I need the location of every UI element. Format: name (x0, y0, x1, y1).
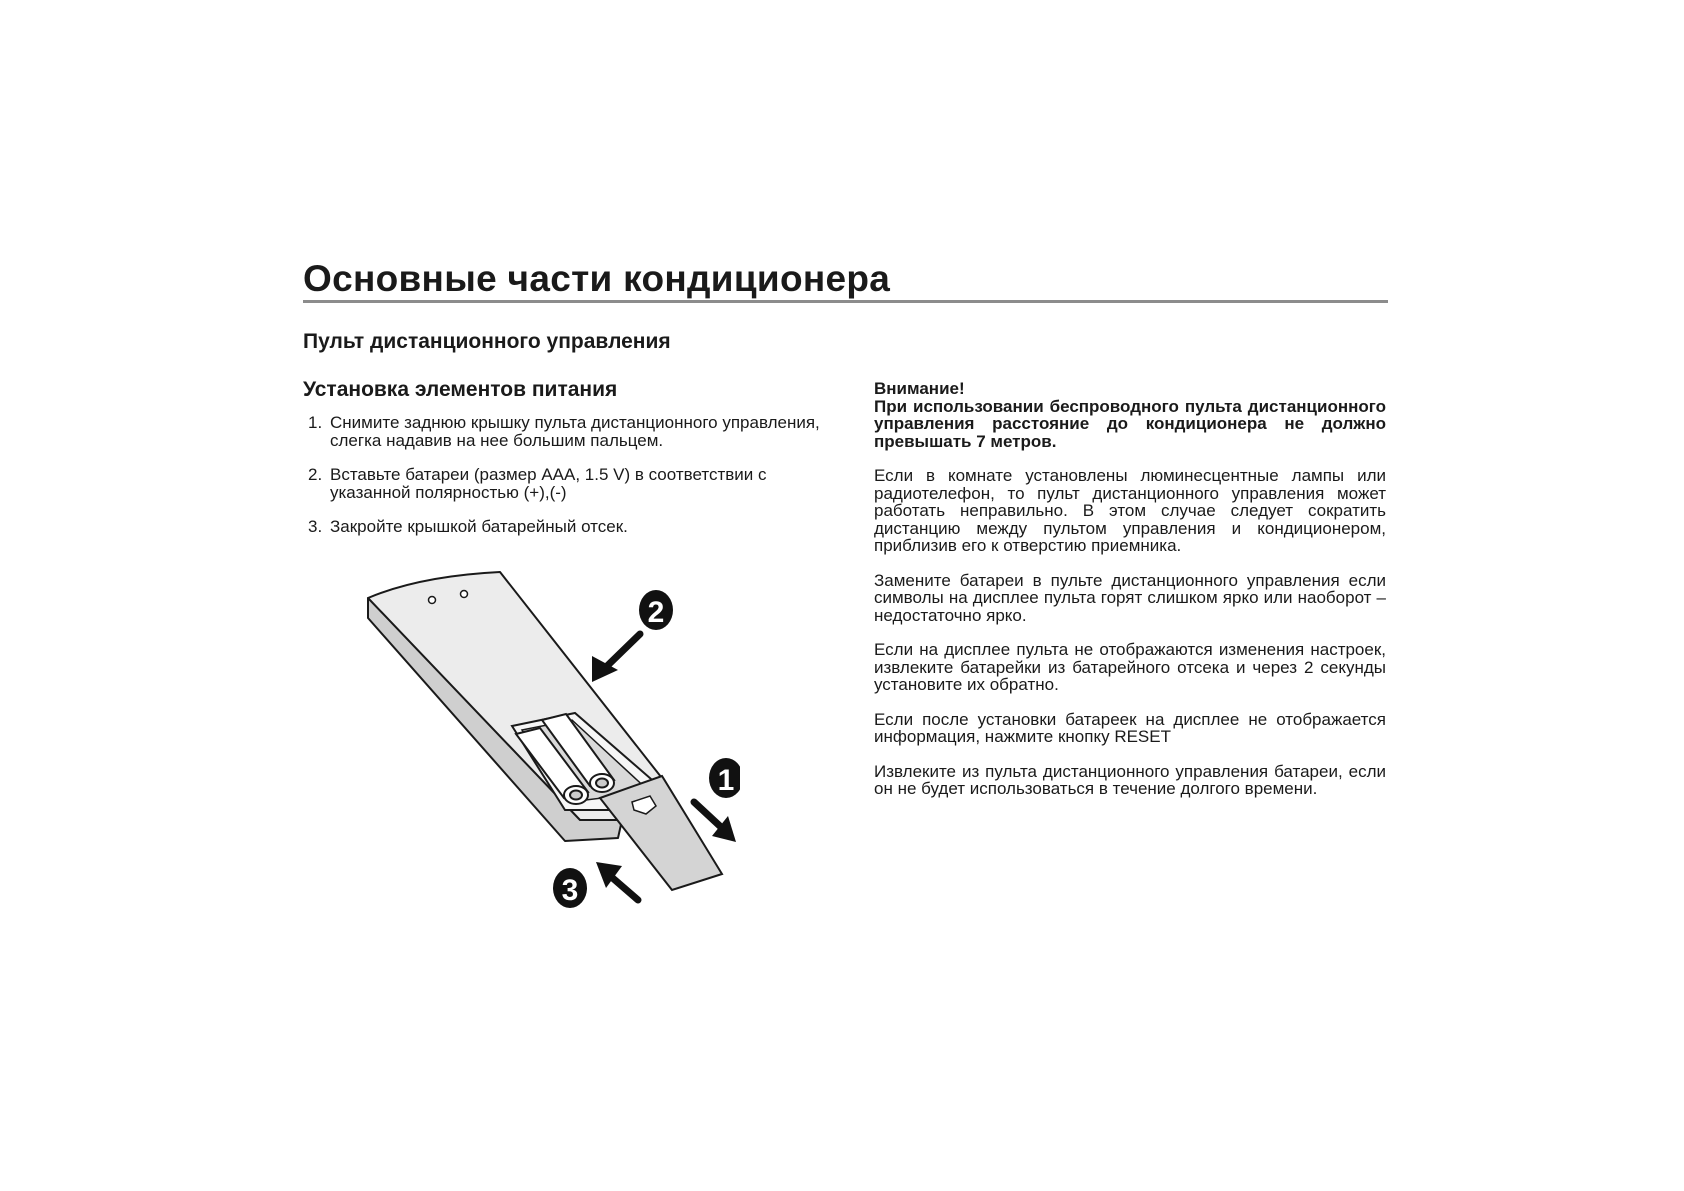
step-number: 2. (308, 465, 323, 484)
note-paragraph: Замените батареи в пульте дистанционного управления если символы на дисплее пульта горят слишком ярко или наоборот – недостаточно ярко. (874, 570, 1386, 625)
battery-steps-list (308, 414, 828, 552)
remote-battery-illustration (360, 570, 740, 930)
step-item (308, 466, 828, 502)
note-paragraph: Извлеките из пульта дистанционного управления батареи, если он не будет использоваться в течение долгого времени. (874, 761, 1386, 798)
step-text: Закройте крышкой батарейный отсек. (330, 517, 628, 536)
callout-badge-1 (709, 758, 740, 798)
section-title: Пульт дистанционного управления (303, 330, 671, 353)
step-text: Вставьте батареи (размер AAA, 1.5 V) в соответствии с указанной полярностью (+),(-) (330, 465, 767, 502)
note-paragraph: Если на дисплее пульта не отображаются изменения настроек, извлеките батарейки из батарейного отсека и через 2 секунды установите их обратно. (874, 640, 1386, 694)
notes-column (874, 380, 1386, 815)
callout-number: 3 (561, 874, 579, 907)
note-paragraph: Если в комнате установлены люминесцентные лампы или радиотелефон, то пульт дистанционного управления может работать неправильно. В этом случае следует сократить дистанцию между пультом управления и кондиционером, приблизив его к отверстию приемника. (874, 466, 1386, 555)
callout-badge-3 (553, 868, 587, 908)
indicator-hole (461, 591, 468, 598)
step-number: 1. (308, 413, 323, 432)
arrow-icon (605, 634, 640, 668)
indicator-hole (429, 597, 436, 604)
step-item (308, 414, 828, 450)
step-number: 3. (308, 517, 323, 536)
callout-number: 1 (717, 764, 735, 797)
callout-badge-2 (639, 590, 673, 630)
arrow-icon (694, 802, 722, 828)
subsection-title: Установка элементов питания (303, 378, 618, 401)
page-title: Основные части кондиционера (303, 258, 891, 299)
callout-number: 2 (647, 596, 665, 629)
note-paragraph: Если после установки батареек на дисплее не отображается информация, нажмите кнопку RESET (874, 709, 1386, 746)
title-divider (303, 300, 1388, 303)
step-text: Снимите заднюю крышку пульта дистанционного управления, слегка надавив на нее большим пальцем. (330, 413, 820, 450)
warning-heading: Внимание! (874, 379, 965, 398)
warning-text: При использовании беспроводного пульта дистанционного управления расстояние до кондиционера не должно превышать 7 метров. (874, 396, 1386, 451)
step-item (308, 518, 828, 536)
